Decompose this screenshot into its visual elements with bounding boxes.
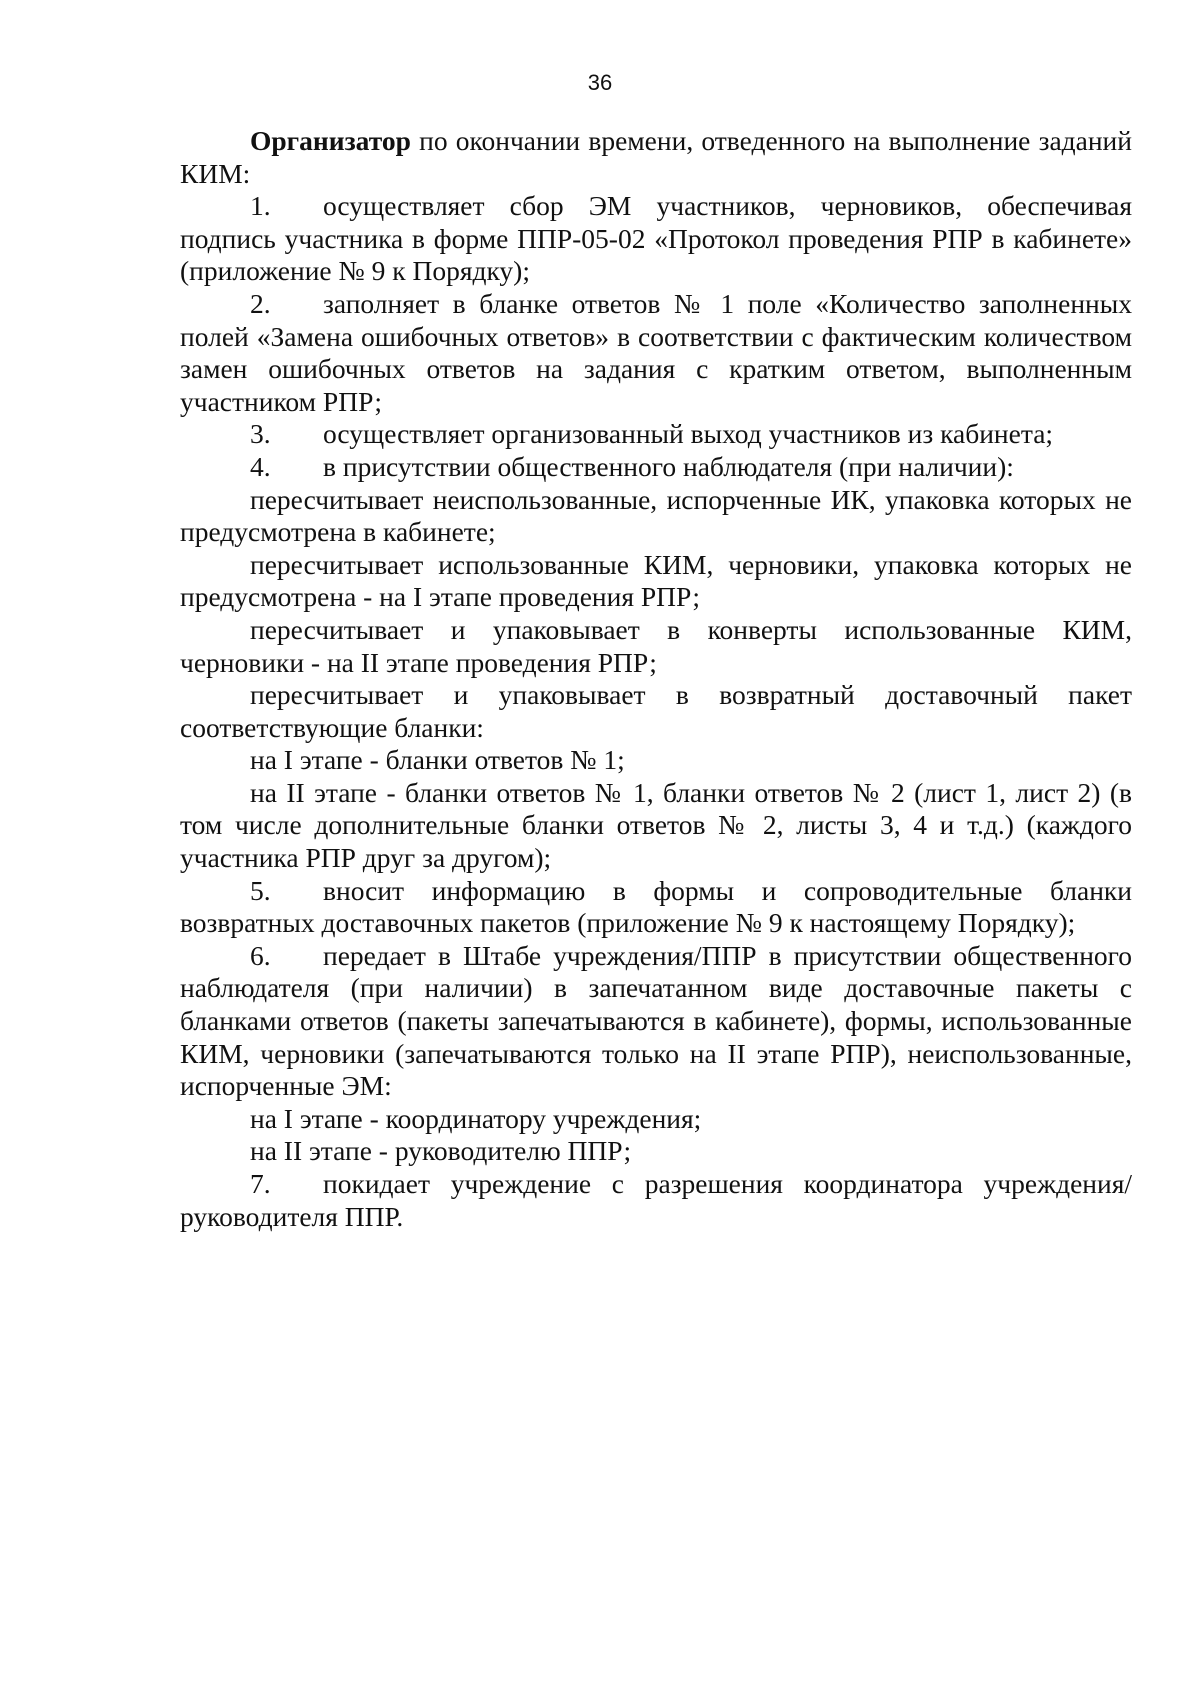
item-number: 3. xyxy=(250,418,271,450)
intro-paragraph xyxy=(180,125,1132,190)
item-text: передает в Штабе учреждения/ППР в присутствии общественного наблюдателя (при наличии) в запечатанном виде доставочные пакеты с бланками ответов (пакеты запечатываются в кабинете), формы, использованные КИМ, черновики (запечатываются только на II этапе РПР), неиспользованные, испорченные ЭМ: xyxy=(180,939,1132,1102)
page-number: 36 xyxy=(587,70,613,95)
organizer-term: Организатор xyxy=(250,125,411,156)
sub-item: на I этапе - координатору учреждения; xyxy=(250,1102,702,1134)
item-text: осуществляет сбор ЭМ участников, черновиков, обеспечивая подпись участника в форме ППР-05-02 «Протокол проведения РПР в кабинете» (приложение № 9 к Порядку); xyxy=(180,190,1132,287)
item-text: заполняет в бланке ответов № 1 поле «Количество заполненных полей «Замена ошибочных ответов» в соответствии с фактическим количеством замен ошибочных ответов на задания с кратким ответом, выполненным участником РПР; xyxy=(180,287,1132,417)
list-item-1 xyxy=(180,190,1132,288)
document-body xyxy=(180,125,1132,1233)
sub-item: на I этапе - бланки ответов № 1; xyxy=(250,744,625,776)
list-item-6 xyxy=(180,940,1132,1103)
item-text: покидает учреждение с разрешения координатора учреждения/руководителя ППР. xyxy=(180,1168,1132,1232)
sub-item: пересчитывает и упаковывает в конверты использованные КИМ, черновики - на II этапе проведения РПР; xyxy=(180,613,1132,678)
item-number: 6. xyxy=(250,939,271,971)
sub-item: пересчитывает и упаковывает в возвратный доставочный пакет соответствующие бланки: xyxy=(180,679,1132,743)
list-item-5 xyxy=(180,875,1132,940)
item-number: 5. xyxy=(250,874,271,906)
list-item-7 xyxy=(180,1168,1132,1233)
list-item-4 xyxy=(180,451,1132,484)
item-text: в присутствии общественного наблюдателя (при наличии): xyxy=(323,450,1014,482)
list-item-3 xyxy=(180,418,1132,451)
sub-item: на II этапе - бланки ответов № 1, бланки ответов № 2 (лист 1, лист 2) (в том числе дополнительные бланки ответов № 2, листы 3, 4 и т.д.) (каждого участника РПР друг за другом); xyxy=(180,776,1132,874)
item-text: осуществляет организованный выход участников из кабинета; xyxy=(323,418,1054,450)
item-number: 4. xyxy=(250,450,271,482)
item-number: 2. xyxy=(250,287,271,319)
sub-item: пересчитывает неиспользованные, испорченные ИК, упаковка которых не предусмотрена в кабинете; xyxy=(180,483,1132,548)
list-item-2 xyxy=(180,288,1132,418)
item-number: 1. xyxy=(250,190,271,222)
intro-text: по окончании времени, отведенного на выполнение заданий КИМ: xyxy=(180,125,1132,189)
sub-item: пересчитывает использованные КИМ, черновики, упаковка которых не предусмотрена - на I этапе проведения РПР; xyxy=(180,548,1132,613)
sub-item: на II этапе - руководителю ППР; xyxy=(250,1135,632,1167)
item-text: вносит информацию в формы и сопроводительные бланки возвратных доставочных пакетов (приложение № 9 к настоящему Порядку); xyxy=(180,874,1132,939)
item-number: 7. xyxy=(250,1168,271,1199)
